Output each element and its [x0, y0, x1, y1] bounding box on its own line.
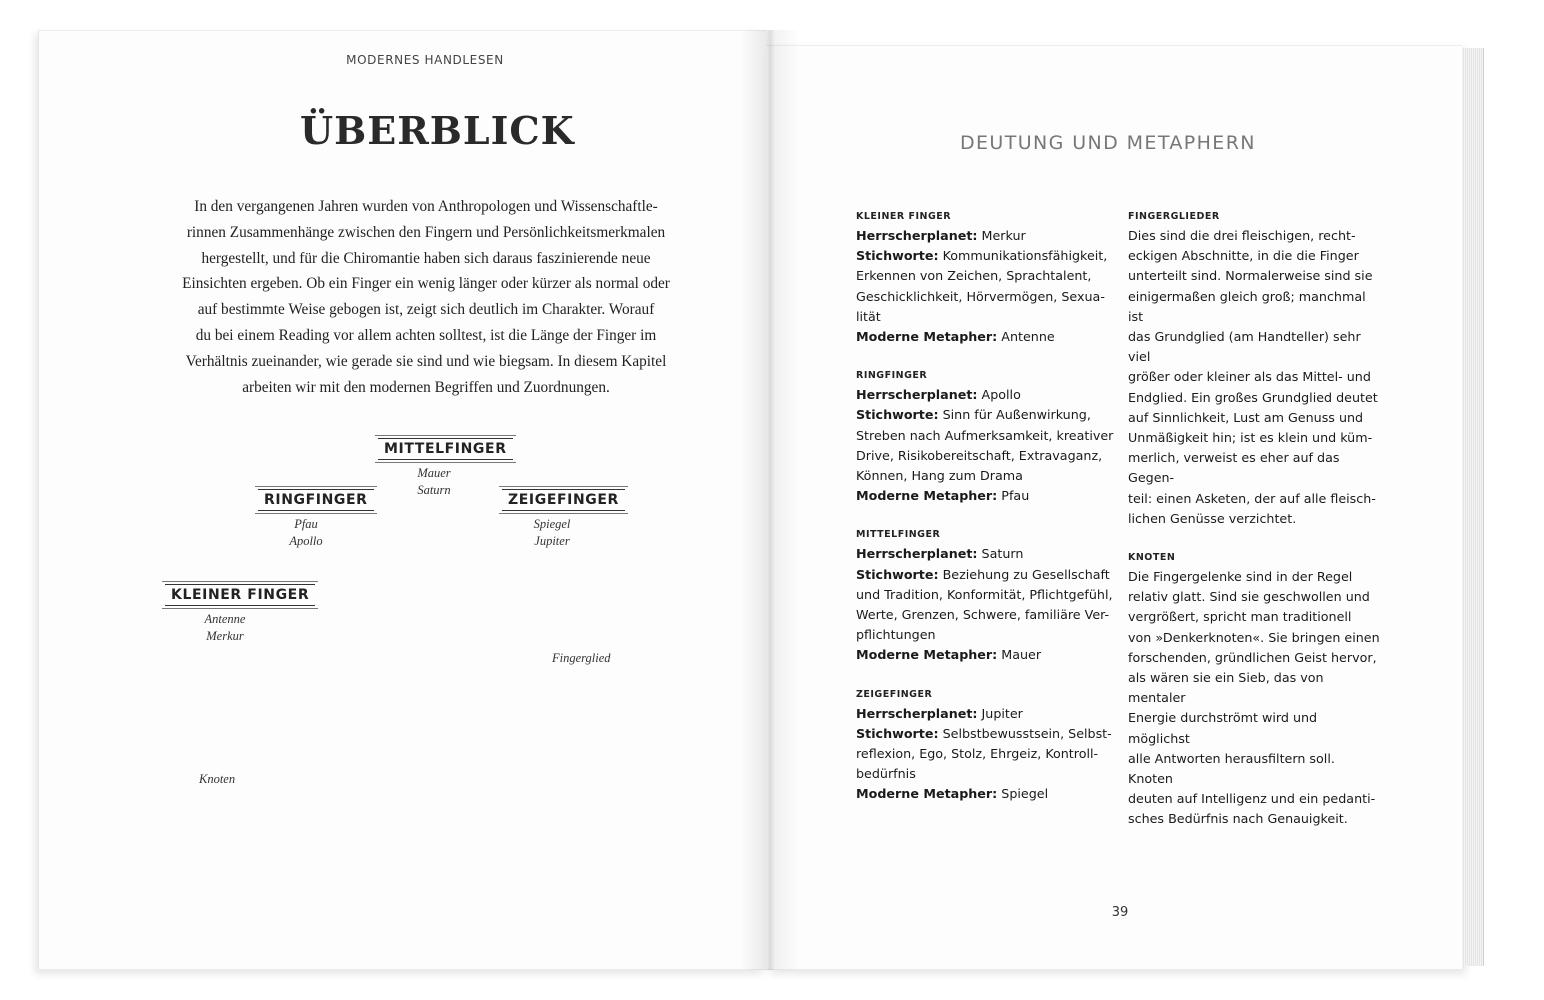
- ring-finger-metaphor: Pfau: [294, 517, 318, 531]
- section-title: KNOTEN: [1128, 552, 1176, 564]
- metaphor-row: [856, 486, 1118, 506]
- planet-row: [856, 704, 1118, 724]
- text-line: Unmäßigkeit hin; ist es klein und küm-: [1128, 430, 1373, 446]
- text-line: teil: einen Asketen, der auf alle fleisch-: [1128, 490, 1376, 506]
- metaphor-row: [856, 645, 1118, 665]
- section-title: MITTELFINGER: [856, 529, 941, 541]
- text-line: forschenden, gründlichen Geist hervor,: [1128, 649, 1377, 665]
- keywords-row: [856, 246, 1118, 266]
- index-finger-section: [856, 688, 1118, 805]
- keywords-row: [856, 565, 1118, 585]
- keywords-line: pflichtungen: [856, 627, 936, 643]
- section-title: ZEIGEFINGER: [856, 688, 933, 700]
- column-right: [1128, 210, 1380, 852]
- intro-line: Verhältnis zueinander, wie gerade sie sind und wie biegsam. In diesem Kapitel: [185, 352, 667, 370]
- section-title: RINGFINGER: [856, 370, 928, 382]
- middle-finger-label: MITTELFINGER: [378, 438, 513, 460]
- little-finger-metaphor: Antenne: [204, 612, 246, 626]
- metaphor-key: Moderne Metapher:: [856, 647, 998, 663]
- planet-value: Merkur: [981, 228, 1026, 243]
- planet-value: Saturn: [981, 546, 1024, 562]
- little-finger-section: [856, 210, 1118, 347]
- ring-finger-planet: Apollo: [289, 534, 323, 548]
- text-line: Energie durchströmt wird und möglichst: [1128, 710, 1318, 746]
- text-line: alle Antworten herausfiltern soll. Knoten: [1128, 750, 1335, 787]
- keywords-line: lität: [856, 308, 881, 324]
- metaphor-value: Pfau: [1001, 488, 1030, 504]
- index-finger-label: ZEIGEFINGER: [502, 489, 625, 511]
- keywords-line: und Tradition, Konformität, Pflichtgefühl,: [856, 586, 1113, 602]
- keywords-line: Drive, Risikobereitschaft, Extravaganz,: [856, 447, 1103, 463]
- section-title: FINGERGLIEDER: [1128, 211, 1220, 222]
- index-finger-details: [502, 516, 602, 550]
- knot-annotation: Knoten: [199, 772, 236, 786]
- text-line: relativ glatt. Sind sie geschwollen und: [1128, 589, 1370, 605]
- page-edges: [1462, 48, 1484, 966]
- text-line: einigermaßen gleich groß; manchmal ist: [1128, 288, 1366, 324]
- keywords-line: reflexion, Ego, Stolz, Ehrgeiz, Kontroll-: [856, 746, 1099, 762]
- text-line: unterteilt sind. Normalerweise sind sie: [1128, 268, 1373, 284]
- text-line: lichen Genüsse verzichtet.: [1128, 510, 1297, 526]
- ring-finger-label: RINGFINGER: [258, 489, 374, 511]
- keywords-key: Stichworte:: [856, 248, 939, 264]
- ring-finger-details: [256, 516, 356, 550]
- intro-line: arbeiten wir mit den modernen Begriffen und Zuordnungen.: [242, 378, 610, 396]
- keywords-line: bedürfnis: [856, 766, 916, 782]
- page-title: ÜBERBLICK: [300, 108, 575, 153]
- text-line: von »Denkerknoten«. Sie bringen einen: [1128, 629, 1380, 645]
- keywords-line: Beziehung zu Gesellschaft: [942, 566, 1110, 582]
- planet-key: Herrscherplanet:: [856, 387, 978, 403]
- keywords-line: Streben nach Aufmerksamkeit, kreativer: [856, 427, 1114, 443]
- planet-value: Jupiter: [981, 705, 1023, 721]
- intro-line: hergestellt, und für die Chiromantie haben sich daraus faszinierende neue: [201, 249, 651, 267]
- text-line: größer oder kleiner als das Mittel- und: [1128, 369, 1371, 385]
- text-line: Dies sind die drei fleischigen, recht-: [1128, 228, 1356, 243]
- text-line: Die Fingergelenke sind in der Regel: [1128, 569, 1353, 585]
- keywords-line: Selbstbewusstsein, Selbst-: [942, 725, 1112, 741]
- text-line: merlich, verweist es eher auf das Gegen-: [1128, 450, 1340, 486]
- keywords-line: Können, Hang zum Drama: [856, 468, 1023, 484]
- text-line: das Grundglied (am Handteller) sehr viel: [1128, 329, 1361, 365]
- book-gutter: [740, 30, 800, 970]
- text-line: Endglied. Ein großes Grundglied deutet: [1128, 389, 1378, 405]
- phalanges-section: [1128, 210, 1380, 529]
- planet-row: [856, 226, 1118, 246]
- keywords-key: Stichworte:: [856, 566, 939, 582]
- ring-finger-section: [856, 369, 1118, 506]
- intro-line: auf bestimmte Weise gebogen ist, zeigt sich deutlich im Charakter. Worauf: [197, 301, 655, 319]
- index-finger-planet: Jupiter: [534, 534, 570, 548]
- planet-value: Apollo: [981, 387, 1021, 403]
- metaphor-row: [856, 327, 1118, 347]
- intro-paragraph: [172, 194, 680, 400]
- section-title: KLEINER FINGER: [856, 211, 952, 222]
- text-line: als wären sie ein Sieb, das von mentaler: [1128, 670, 1324, 706]
- text-line: sches Bedürfnis nach Genauigkeit.: [1128, 811, 1348, 827]
- intro-line: Einsichten ergeben. Ob ein Finger ein wenig länger oder kürzer als normal oder: [182, 275, 670, 293]
- metaphor-value: Spiegel: [1001, 786, 1049, 802]
- phalanx-annotation: Fingerglied: [552, 651, 611, 665]
- metaphor-row: [856, 784, 1118, 804]
- metaphor-key: Moderne Metapher:: [856, 488, 998, 504]
- text-line: vergrößert, spricht man traditionell: [1128, 609, 1352, 625]
- section-header: DEUTUNG UND METAPHERN: [960, 132, 1256, 154]
- keywords-line: Geschicklichkeit, Hörvermögen, Sexua-: [856, 288, 1105, 304]
- middle-finger-section: [856, 528, 1118, 665]
- metaphor-key: Moderne Metapher:: [856, 786, 998, 802]
- middle-finger-planet: Saturn: [417, 483, 451, 497]
- keywords-key: Stichworte:: [856, 725, 939, 741]
- intro-line: In den vergangenen Jahren wurden von Anthropologen und Wissenschaftle-: [194, 198, 658, 215]
- keywords-line: Sinn für Außenwirkung,: [942, 407, 1091, 423]
- middle-finger-metaphor: Mauer: [417, 466, 451, 480]
- planet-key: Herrscherplanet:: [856, 228, 978, 243]
- metaphor-value: Antenne: [1001, 329, 1055, 345]
- planet-row: [856, 385, 1118, 405]
- keywords-row: [856, 724, 1118, 744]
- keywords-key: Stichworte:: [856, 407, 939, 423]
- little-finger-details: [175, 611, 275, 645]
- little-finger-planet: Merkur: [206, 629, 244, 643]
- metaphor-key: Moderne Metapher:: [856, 329, 998, 345]
- middle-finger-details: [384, 465, 484, 499]
- little-finger-label: KLEINER FINGER: [165, 584, 315, 606]
- running-header: MODERNES HANDLESEN: [346, 53, 504, 67]
- keywords-row: [856, 405, 1118, 425]
- planet-key: Herrscherplanet:: [856, 546, 978, 562]
- column-left: [856, 210, 1118, 827]
- keywords-line: Werte, Grenzen, Schwere, familiäre Ver-: [856, 607, 1110, 623]
- keywords-line: Erkennen von Zeichen, Sprachtalent,: [856, 268, 1092, 284]
- planet-row: [856, 544, 1118, 564]
- text-line: auf Sinnlichkeit, Lust am Genuss und: [1128, 409, 1364, 425]
- intro-line: rinnen Zusammenhänge zwischen den Fingern und Persönlichkeitsmerkmalen: [186, 223, 666, 241]
- text-line: eckigen Abschnitte, in die die Finger: [1128, 248, 1359, 264]
- knots-section: [1128, 551, 1380, 830]
- planet-key: Herrscherplanet:: [856, 705, 978, 721]
- index-finger-metaphor: Spiegel: [533, 517, 571, 531]
- text-line: deuten auf Intelligenz und ein pedanti-: [1128, 791, 1376, 807]
- page-number: 39: [1111, 905, 1129, 920]
- left-page: [38, 30, 766, 970]
- keywords-line: Kommunikationsfähigkeit,: [942, 248, 1108, 264]
- metaphor-value: Mauer: [1001, 647, 1042, 663]
- intro-line: du bei einem Reading vor allem achten solltest, ist die Länge der Finger im: [195, 326, 657, 344]
